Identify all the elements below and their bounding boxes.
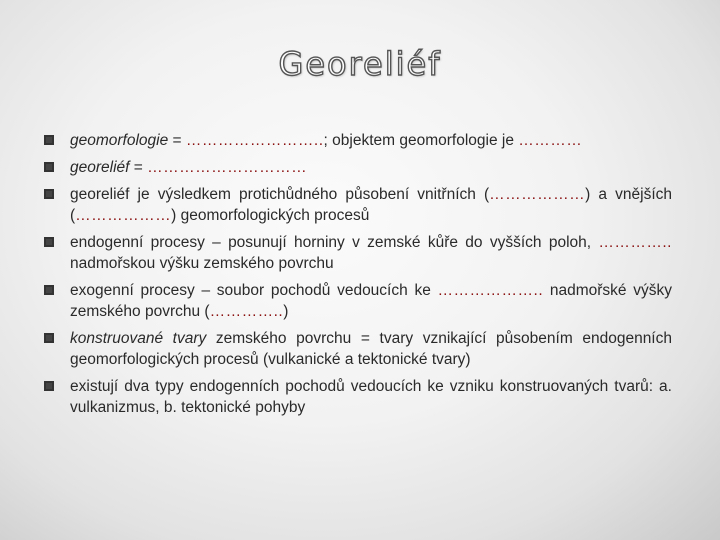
text: ) a vnějších ( [70, 186, 672, 224]
bullet-list [44, 130, 672, 424]
square-bullet-icon [44, 162, 54, 172]
blank: ………….. [598, 234, 672, 251]
term: geomorfologie [70, 132, 169, 149]
text: endogenní procesy – posunují horniny v zemské kůře do vyšších poloh, [70, 234, 599, 251]
list-item [44, 184, 672, 226]
blank: ……………… [75, 207, 172, 224]
text: georeliéf je výsledkem protichůdného působení vnitřních ( [70, 186, 490, 203]
square-bullet-icon [44, 237, 54, 247]
square-bullet-icon [44, 381, 54, 391]
term: konstruované tvary [70, 330, 207, 347]
text: zemského povrchu = tvary vznikající působením endogenních geomorfologických procesů (vulkanické a tektonické tvary) [70, 330, 672, 368]
list-item [44, 130, 672, 151]
text: ) [283, 303, 289, 320]
blank: ………………………… [147, 159, 308, 176]
square-bullet-icon [44, 189, 54, 199]
square-bullet-icon [44, 333, 54, 343]
blank: ………… [518, 132, 583, 149]
list-item [44, 232, 672, 274]
square-bullet-icon [44, 135, 54, 145]
square-bullet-icon [44, 285, 54, 295]
blank: ……………… [489, 186, 586, 203]
blank: …………………….. [185, 132, 324, 149]
text: = [129, 159, 148, 176]
blank: ……………….. [437, 282, 544, 299]
text: exogenní procesy – soubor pochodů vedoucích ke [70, 282, 438, 299]
text: ) geomorfologických procesů [171, 207, 370, 224]
list-item [44, 280, 672, 322]
list-item [44, 328, 672, 370]
list-item [44, 376, 672, 418]
slide-title: Georeliéf [278, 45, 442, 83]
text: nadmořské výšky zemského povrchu ( [70, 282, 672, 320]
text: existují dva typy endogenních pochodů vedoucích ke vzniku konstruovaných tvarů: a. vulkanizmus, b. tektonické pohyby [70, 378, 672, 416]
text: ; objektem geomorfologie je [323, 132, 519, 149]
term: georeliéf [70, 159, 130, 176]
text: nadmořskou výšku zemského povrchu [70, 255, 334, 272]
text: = [168, 132, 186, 149]
list-item [44, 157, 672, 178]
blank: ………….. [209, 303, 284, 320]
